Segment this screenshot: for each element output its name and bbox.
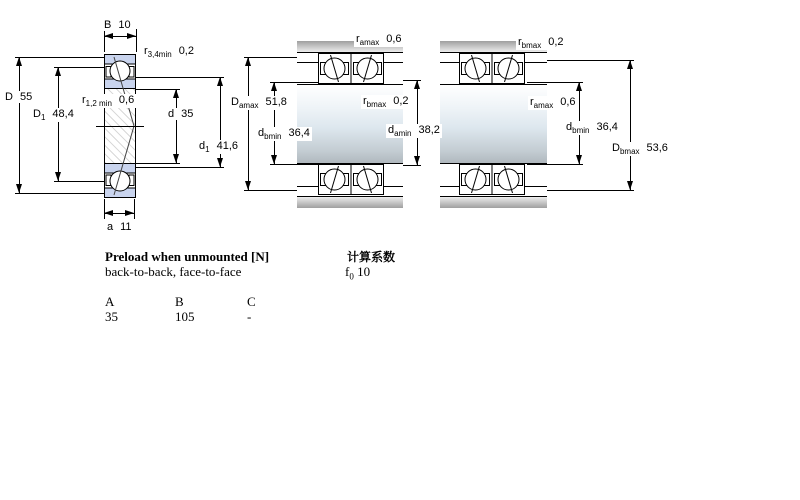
dim-label-a: a 11 — [107, 221, 132, 233]
bearing-pair-top — [318, 53, 384, 84]
dim-label-Dbmax: $D_{bmax}$ 53,6 — [612, 142, 668, 157]
arrowhead — [271, 82, 277, 91]
arrowhead — [627, 60, 633, 69]
dim-label-Damax: $D_{amax}$ 51,8 — [231, 96, 287, 111]
dim-label-d: d 35 — [168, 108, 194, 120]
ext-line-a-left — [104, 199, 105, 219]
arrowhead — [173, 89, 179, 98]
dim-label-r12min: $r_{1,2 min}$ 0,6 — [82, 94, 135, 109]
arrowhead — [55, 172, 61, 181]
dim-line-D — [19, 57, 20, 193]
calculation-factors-title: 计算系数 — [347, 250, 396, 264]
dim-line-Damax — [248, 57, 249, 190]
dim-line-dbmin — [274, 82, 275, 164]
arrowhead — [16, 57, 22, 66]
ext-line-Damax-bottom — [244, 190, 297, 191]
ext-line-dbmin-bottom — [527, 164, 583, 165]
bearing-pair-bottom — [459, 164, 525, 195]
housing-section-bottom — [440, 196, 547, 208]
ext-line-D1-bottom — [54, 181, 104, 182]
ext-line-Dbmax-top — [547, 60, 634, 61]
ext-line-damin-bottom — [403, 165, 421, 166]
arrowhead — [627, 181, 633, 190]
arrowhead — [16, 184, 22, 193]
arrowhead — [173, 154, 179, 163]
ext-line-d1-bottom — [136, 167, 224, 168]
ext-line-dbmin-top — [527, 82, 583, 83]
preload-value-C: - — [247, 309, 252, 324]
dim-label-ramax: $r_{amax}$ 0,6 — [356, 33, 402, 48]
ext-line-Dbmax-bottom — [547, 190, 634, 191]
calculation-factor-f0: $f_0$ 10 — [345, 264, 371, 282]
arrowhead — [217, 158, 223, 167]
arrowhead — [104, 33, 113, 39]
dim-label-r34min: $r_{3,4min}$ 0,2 — [144, 45, 194, 60]
dim-label-d1: $d_1$ 41,6 — [199, 140, 238, 155]
arrowhead — [414, 80, 420, 89]
preload-title: Preload when unmounted [N] — [105, 249, 270, 264]
ext-line-d-bottom — [136, 163, 180, 164]
arrowhead — [125, 210, 134, 216]
ext-line-dbmin-bottom — [270, 164, 318, 165]
ext-line-D-top — [15, 57, 104, 58]
preload-col-header-B: B — [175, 294, 184, 309]
preload-col-header-A: A — [105, 294, 115, 309]
preload-value-A: 35 — [105, 309, 118, 324]
ext-line-a-right — [134, 199, 135, 219]
dim-line-Dbmax — [630, 60, 631, 190]
dim-label-damin: $d_{amin}$ 38,2 — [388, 124, 440, 139]
ext-line-B-right — [136, 29, 137, 52]
dim-line-d — [176, 89, 177, 163]
ext-line-d1-top — [136, 77, 224, 78]
arrowhead — [414, 156, 420, 165]
dim-label-D1: $D_1$ 48,4 — [33, 108, 74, 123]
arrowhead — [245, 181, 251, 190]
dim-label-ramax: $r_{amax}$ 0,6 — [530, 96, 576, 111]
ext-line-D1-top — [54, 67, 104, 68]
dim-label-D: D 55 — [5, 91, 33, 103]
dim-label-rbmax: $r_{bmax}$ 0,2 — [363, 95, 409, 110]
arrowhead — [55, 67, 61, 76]
arrowhead — [217, 77, 223, 86]
dim-label-rbmax: $r_{bmax}$ 0,2 — [518, 36, 564, 51]
bearing-pair-top — [459, 53, 525, 84]
ext-line-Damax-top — [244, 57, 297, 58]
preload-subtitle: back-to-back, face-to-face — [105, 264, 242, 279]
bearing-pair-bottom — [318, 164, 384, 195]
housing-section-bottom — [297, 196, 403, 208]
ext-line-dbmin-top — [270, 82, 318, 83]
arrowhead — [104, 210, 113, 216]
dim-line-damin — [417, 80, 418, 165]
arrowhead — [576, 155, 582, 164]
arrowhead — [271, 155, 277, 164]
preload-value-B: 105 — [175, 309, 195, 324]
arrowhead — [576, 82, 582, 91]
ext-line-D-bottom — [15, 193, 104, 194]
dim-label-dbmin: $d_{bmin}$ 36,4 — [566, 121, 618, 136]
dim-label-B: B 10 — [104, 19, 131, 31]
preload-col-header-C: C — [247, 294, 256, 309]
dim-line-D1 — [58, 67, 59, 181]
dim-label-dbmin: $d_{bmin}$ 36,4 — [258, 127, 310, 142]
center-axis-line — [96, 126, 144, 127]
arrowhead — [127, 33, 136, 39]
arrowhead — [245, 57, 251, 66]
